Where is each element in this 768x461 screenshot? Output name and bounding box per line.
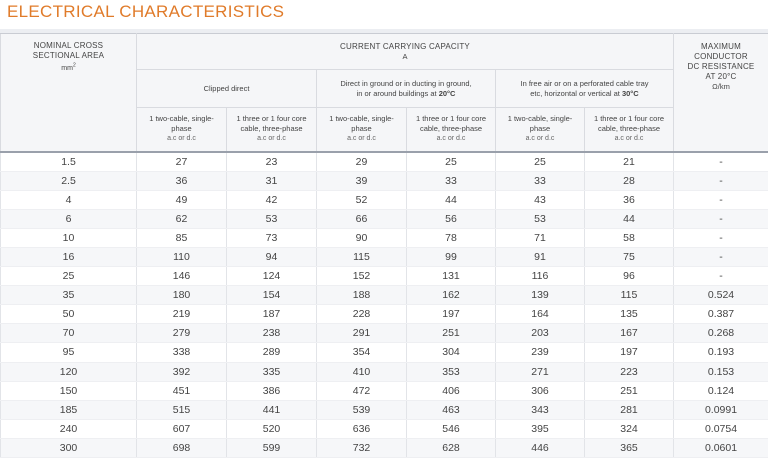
capacity-cell: 33 (496, 171, 585, 190)
capacity-cell: 353 (407, 362, 496, 381)
capacity-cell: 271 (496, 362, 585, 381)
capacity-cell: 78 (407, 228, 496, 247)
capacity-cell: 23 (227, 152, 317, 172)
sub-column-header: 1 three or 1 four core cable, three-phase a.c or d.c (407, 108, 496, 152)
resistance-line3: DC RESISTANCE (687, 62, 755, 71)
table-row (1, 228, 768, 247)
capacity-cell: 406 (407, 381, 496, 400)
capacity-cell: 607 (137, 419, 227, 438)
resistance-cell: 0.124 (674, 381, 768, 400)
current-capacity-label: CURRENT CARRYING CAPACITY (340, 41, 470, 51)
capacity-cell: 44 (407, 190, 496, 209)
resistance-cell: - (674, 152, 768, 172)
capacity-cell: 90 (317, 228, 407, 247)
capacity-cell: 546 (407, 419, 496, 438)
table-row (1, 343, 768, 362)
capacity-cell: 289 (227, 343, 317, 362)
capacity-cell: 28 (585, 171, 674, 190)
sub-column-header: 1 three or 1 four core cable, three-phase a.c or d.c (585, 108, 674, 152)
capacity-cell: 203 (496, 324, 585, 343)
capacity-cell: 167 (585, 324, 674, 343)
resistance-cell: 0.387 (674, 305, 768, 324)
capacity-cell: 99 (407, 247, 496, 266)
resistance-line2: CONDUCTOR (694, 52, 748, 61)
capacity-cell: 94 (227, 247, 317, 266)
table-row (1, 419, 768, 438)
capacity-cell: 392 (137, 362, 227, 381)
capacity-cell: 520 (227, 419, 317, 438)
capacity-cell: 698 (137, 438, 227, 457)
cross-section-cell: 95 (1, 343, 137, 362)
cross-section-cell: 35 (1, 286, 137, 305)
cross-section-cell: 300 (1, 438, 137, 457)
capacity-cell: 628 (407, 438, 496, 457)
group-header-direct-in-ground: Direct in ground or in ducting in ground, in or around buildings at 20°C (317, 70, 496, 108)
cross-section-cell: 185 (1, 400, 137, 419)
sub-column-header: 1 three or 1 four core cable, three-phase a.c or d.c (227, 108, 317, 152)
table-row (1, 247, 768, 266)
capacity-cell: 451 (137, 381, 227, 400)
capacity-cell: 472 (317, 381, 407, 400)
capacity-cell: 281 (585, 400, 674, 419)
capacity-cell: 73 (227, 228, 317, 247)
capacity-cell: 139 (496, 286, 585, 305)
table-row (1, 171, 768, 190)
capacity-cell: 36 (585, 190, 674, 209)
capacity-cell: 410 (317, 362, 407, 381)
capacity-cell: 463 (407, 400, 496, 419)
capacity-cell: 75 (585, 247, 674, 266)
capacity-cell: 441 (227, 400, 317, 419)
capacity-cell: 96 (585, 267, 674, 286)
capacity-cell: 110 (137, 247, 227, 266)
capacity-cell: 395 (496, 419, 585, 438)
capacity-cell: 306 (496, 381, 585, 400)
capacity-cell: 197 (585, 343, 674, 362)
capacity-cell: 53 (227, 209, 317, 228)
capacity-cell: 188 (317, 286, 407, 305)
table-body (1, 152, 768, 458)
table-row (1, 267, 768, 286)
capacity-cell: 251 (585, 381, 674, 400)
area-column-header (1, 34, 137, 152)
capacity-cell: 21 (585, 152, 674, 172)
capacity-cell: 85 (137, 228, 227, 247)
cross-section-cell: 25 (1, 267, 137, 286)
capacity-cell: 62 (137, 209, 227, 228)
capacity-cell: 146 (137, 267, 227, 286)
capacity-cell: 599 (227, 438, 317, 457)
resistance-cell: 0.524 (674, 286, 768, 305)
capacity-cell: 197 (407, 305, 496, 324)
resistance-cell: - (674, 171, 768, 190)
capacity-cell: 343 (496, 400, 585, 419)
capacity-cell: 44 (585, 209, 674, 228)
cross-section-cell: 16 (1, 247, 137, 266)
table-header (1, 34, 768, 152)
capacity-cell: 180 (137, 286, 227, 305)
capacity-cell: 135 (585, 305, 674, 324)
resistance-cell: - (674, 190, 768, 209)
cross-section-cell: 4 (1, 190, 137, 209)
table-row (1, 209, 768, 228)
capacity-cell: 324 (585, 419, 674, 438)
table-row (1, 438, 768, 457)
capacity-cell: 228 (317, 305, 407, 324)
table-row (1, 324, 768, 343)
group-header-clipped-direct: Clipped direct (137, 70, 317, 108)
capacity-cell: 56 (407, 209, 496, 228)
area-unit: $mm^2$ (61, 62, 76, 72)
capacity-cell: 66 (317, 209, 407, 228)
table-row (1, 286, 768, 305)
capacity-cell: 354 (317, 343, 407, 362)
cross-section-cell: 70 (1, 324, 137, 343)
capacity-cell: 25 (496, 152, 585, 172)
current-capacity-unit: A (402, 51, 408, 61)
capacity-cell: 52 (317, 190, 407, 209)
capacity-cell: 33 (407, 171, 496, 190)
current-capacity-header (137, 34, 674, 70)
capacity-cell: 338 (137, 343, 227, 362)
sub-column-header: 1 two-cable, single- phase a.c or d.c (496, 108, 585, 152)
capacity-cell: 219 (137, 305, 227, 324)
capacity-cell: 58 (585, 228, 674, 247)
capacity-cell: 223 (585, 362, 674, 381)
capacity-cell: 31 (227, 171, 317, 190)
cross-section-cell: 240 (1, 419, 137, 438)
capacity-cell: 53 (496, 209, 585, 228)
resistance-cell: 0.0754 (674, 419, 768, 438)
capacity-cell: 446 (496, 438, 585, 457)
capacity-cell: 251 (407, 324, 496, 343)
resistance-cell: - (674, 228, 768, 247)
capacity-cell: 36 (137, 171, 227, 190)
cross-section-cell: 1.5 (1, 152, 137, 172)
cross-section-cell: 50 (1, 305, 137, 324)
capacity-cell: 515 (137, 400, 227, 419)
cross-section-cell: 2.5 (1, 171, 137, 190)
capacity-cell: 291 (317, 324, 407, 343)
capacity-cell: 124 (227, 267, 317, 286)
group-header-free-air: In free air or on a perforated cable tray etc, horizontal or vertical at 30°C (496, 70, 674, 108)
sub-column-header: 1 two-cable, single- phase a.c or d.c (137, 108, 227, 152)
capacity-cell: 238 (227, 324, 317, 343)
table-row (1, 400, 768, 419)
cross-section-cell: 6 (1, 209, 137, 228)
capacity-cell: 27 (137, 152, 227, 172)
resistance-cell: - (674, 247, 768, 266)
table-row (1, 362, 768, 381)
capacity-cell: 162 (407, 286, 496, 305)
resistance-line4: AT 20°C (705, 72, 737, 81)
area-label-line1: NOMINAL CROSS (33, 40, 104, 50)
capacity-cell: 154 (227, 286, 317, 305)
cross-section-cell: 150 (1, 381, 137, 400)
capacity-cell: 39 (317, 171, 407, 190)
capacity-cell: 304 (407, 343, 496, 362)
table-row (1, 152, 768, 172)
capacity-cell: 539 (317, 400, 407, 419)
table-row (1, 190, 768, 209)
capacity-cell: 386 (227, 381, 317, 400)
capacity-cell: 91 (496, 247, 585, 266)
resistance-column-header (674, 34, 768, 152)
sub-column-header: 1 two-cable, single- phase a.c or d.c (317, 108, 407, 152)
capacity-cell: 43 (496, 190, 585, 209)
capacity-cell: 29 (317, 152, 407, 172)
capacity-cell: 335 (227, 362, 317, 381)
resistance-line1: MAXIMUM (700, 42, 742, 51)
resistance-cell: 0.193 (674, 343, 768, 362)
capacity-cell: 115 (585, 286, 674, 305)
capacity-cell: 25 (407, 152, 496, 172)
capacity-cell: 116 (496, 267, 585, 286)
capacity-cell: 164 (496, 305, 585, 324)
capacity-cell: 636 (317, 419, 407, 438)
capacity-cell: 152 (317, 267, 407, 286)
capacity-cell: 239 (496, 343, 585, 362)
resistance-cell: 0.0601 (674, 438, 768, 457)
resistance-cell: - (674, 267, 768, 286)
resistance-cell: 0.0991 (674, 400, 768, 419)
resistance-unit: Ω/km (712, 82, 730, 91)
resistance-cell: 0.153 (674, 362, 768, 381)
electrical-characteristics-table (0, 33, 768, 458)
capacity-cell: 187 (227, 305, 317, 324)
capacity-cell: 279 (137, 324, 227, 343)
table-row (1, 381, 768, 400)
capacity-cell: 365 (585, 438, 674, 457)
area-label-line2: SECTIONAL AREA (32, 50, 105, 60)
page-title: ELECTRICAL CHARACTERISTICS (7, 2, 285, 21)
capacity-cell: 42 (227, 190, 317, 209)
resistance-cell: 0.268 (674, 324, 768, 343)
capacity-cell: 732 (317, 438, 407, 457)
capacity-cell: 115 (317, 247, 407, 266)
cross-section-cell: 10 (1, 228, 137, 247)
capacity-cell: 49 (137, 190, 227, 209)
resistance-cell: - (674, 209, 768, 228)
capacity-cell: 71 (496, 228, 585, 247)
table-row (1, 305, 768, 324)
cross-section-cell: 120 (1, 362, 137, 381)
capacity-cell: 131 (407, 267, 496, 286)
